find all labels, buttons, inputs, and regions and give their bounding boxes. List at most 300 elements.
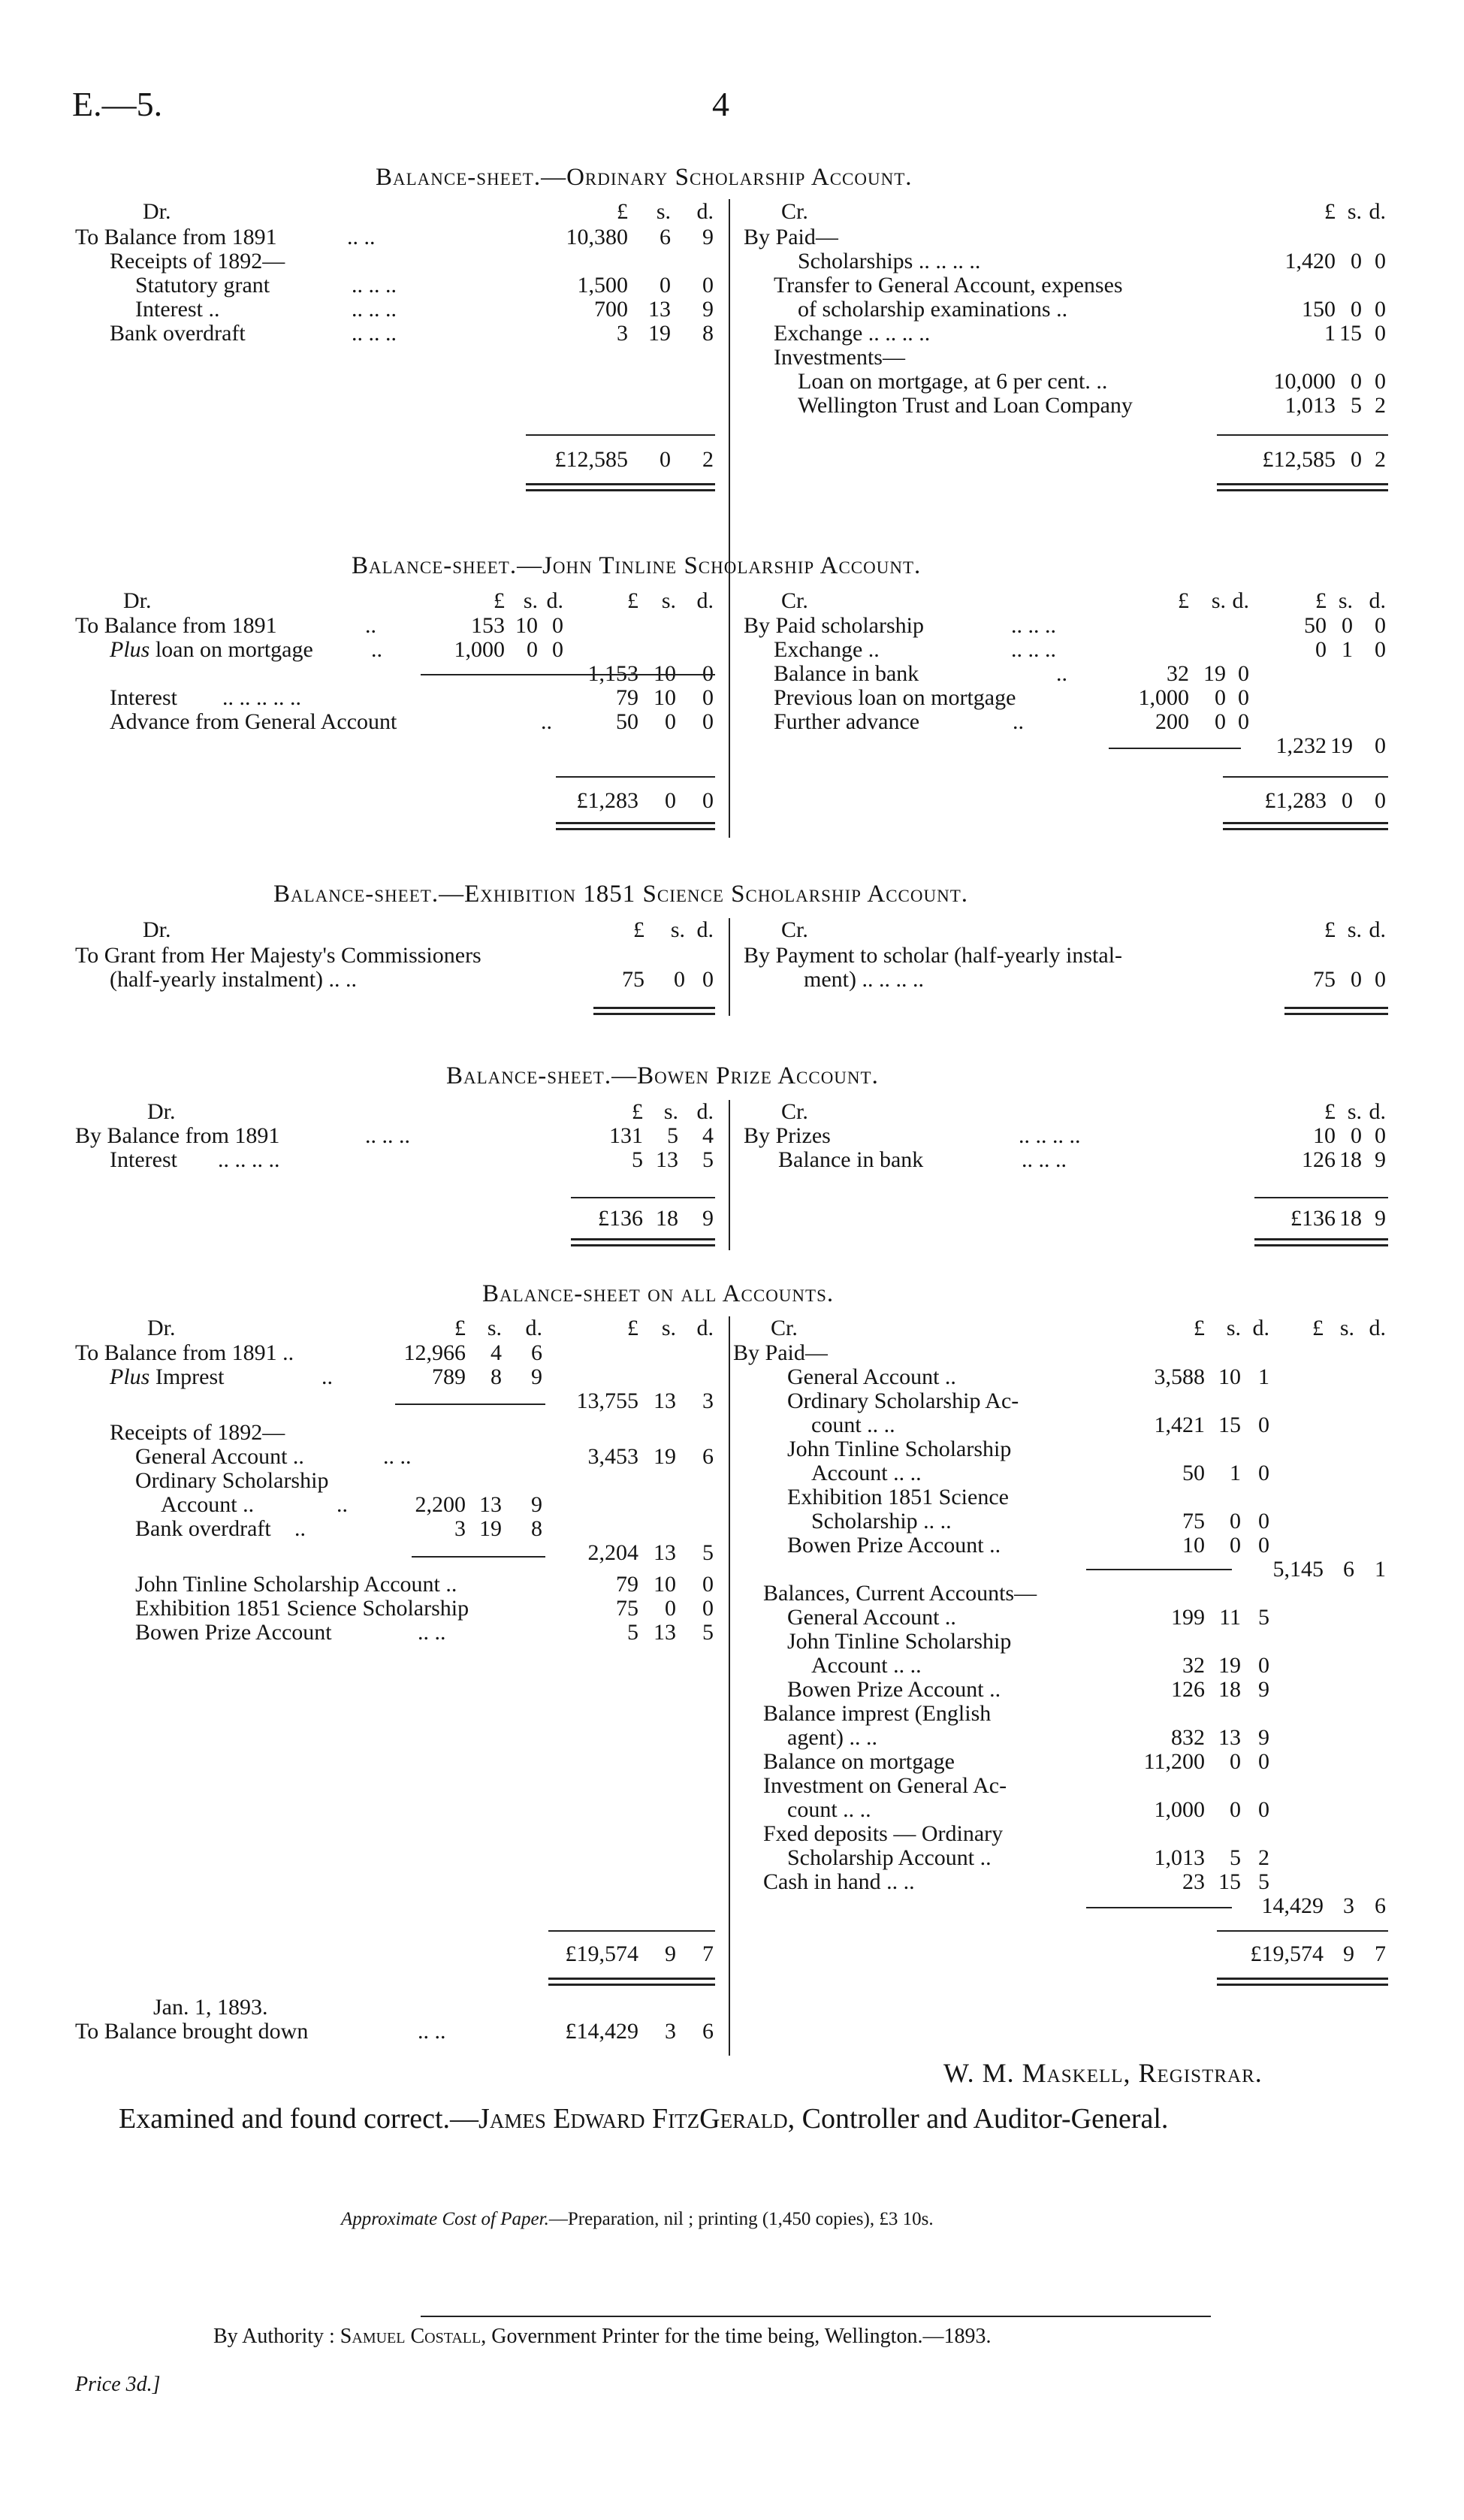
sub-amount-pounds: 3,588	[1154, 1364, 1205, 1389]
leader-dots: .. .. ..	[1011, 637, 1056, 662]
amount-pence: 3	[702, 1388, 714, 1413]
total-pence: 2	[1375, 447, 1386, 472]
total-pence: 9	[702, 1206, 714, 1231]
authority-suffix: , Government Printer for the time being, Wellington.—1893.	[481, 2325, 992, 2348]
sub-amount-shillings: 10	[515, 613, 538, 638]
italic-word: Plus	[110, 637, 150, 662]
amount-pence: 6	[702, 1444, 714, 1469]
line-label: Exhibition 1851 Science Scholarship	[135, 1596, 469, 1621]
sub-amount-pence: 0	[1238, 685, 1249, 710]
line-label: Balance on mortgage	[763, 1749, 955, 1774]
leader-dots: .. .. ..	[352, 297, 397, 322]
sub-amount-pounds: 153	[471, 613, 505, 638]
line-label: General Account ..	[135, 1444, 304, 1469]
amount-pounds: 14,429	[1261, 1893, 1324, 1918]
line-label: Account .. ..	[811, 1461, 922, 1485]
cr-label: Cr.	[771, 1316, 798, 1340]
line-label	[110, 1365, 224, 1389]
amount-pounds: 1	[1324, 321, 1336, 346]
total-double-rule	[548, 1978, 715, 1986]
amount-pence: 0	[1375, 1123, 1386, 1148]
sub-amount-pounds: 199	[1171, 1605, 1205, 1630]
amount-pence: 5	[702, 1147, 714, 1172]
page-number: 4	[712, 85, 729, 123]
col-head-pence: d.	[696, 588, 714, 613]
col-head-pounds: £	[1312, 1316, 1324, 1340]
amount-shillings: 0	[1342, 613, 1353, 638]
col-head-pence: d.	[1369, 1316, 1386, 1340]
sub-amount-pence: 0	[1258, 1509, 1269, 1533]
line-label: John Tinline Scholarship Account ..	[135, 1572, 457, 1597]
price-note: Price 3d.]	[75, 2373, 161, 2396]
line-label: Transfer to General Account, expenses	[774, 273, 1123, 298]
sub-amount-pence: 0	[1258, 1461, 1269, 1485]
line-label: Account ..	[161, 1492, 255, 1517]
leader-dots: .. .. ..	[1022, 1147, 1067, 1172]
amount-shillings: 13	[654, 1540, 676, 1565]
amount-pence: 0	[702, 1572, 714, 1597]
total-pounds: £136	[598, 1206, 643, 1231]
col-head-pounds: £	[627, 588, 638, 613]
amount-shillings: 10	[654, 1572, 676, 1597]
line-label: Statutory grant	[135, 273, 270, 298]
leader-dots: .. .. ..	[365, 1123, 410, 1148]
amount-pence: 0	[702, 709, 714, 734]
sub-amount-pounds: 789	[432, 1364, 466, 1389]
total-pence: 0	[1375, 788, 1386, 813]
total-shillings: 9	[665, 1941, 676, 1966]
amount-shillings: 0	[1351, 1123, 1362, 1148]
sub-amount-pence: 0	[1258, 1413, 1269, 1437]
sub-amount-pounds: 126	[1171, 1677, 1205, 1702]
amount-shillings: 0	[1351, 967, 1362, 992]
line-text: Imprest	[149, 1364, 225, 1389]
amount-pounds: 150	[1302, 297, 1336, 322]
leader-dots: .. ..	[418, 2019, 446, 2044]
sub-amount-shillings: 11	[1219, 1605, 1241, 1630]
line-label: of scholarship examinations ..	[798, 297, 1068, 322]
col-head-pounds: £	[1315, 588, 1327, 613]
sub-amount-pounds: 75	[1182, 1509, 1205, 1533]
amount-shillings: 13	[656, 1147, 678, 1172]
amount-shillings: 0	[1351, 369, 1362, 394]
total-pounds: £12,585	[554, 447, 628, 472]
total-double-rule	[526, 483, 715, 491]
line-label: Interest	[110, 1147, 177, 1172]
amount-pence: 0	[1375, 637, 1386, 662]
sub-amount-shillings: 18	[1218, 1677, 1241, 1702]
sub-amount-shillings: 15	[1218, 1869, 1241, 1894]
amount-pounds: 1,153	[587, 661, 638, 686]
total-double-rule	[1217, 1978, 1388, 1986]
amount-pounds: 10,000	[1273, 369, 1336, 394]
col-head-pounds: £	[633, 917, 644, 942]
col-head-pence: d.	[1369, 199, 1386, 224]
page-ref: E.—5.	[72, 85, 163, 123]
sub-amount-pounds: 1,013	[1154, 1845, 1205, 1870]
sub-amount-shillings: 1	[1230, 1461, 1241, 1485]
amount-pounds: 5,145	[1272, 1557, 1324, 1582]
line-label: Bank overdraft	[110, 321, 246, 346]
sub-amount-pence: 0	[1238, 709, 1249, 734]
amount-shillings: 0	[1351, 297, 1362, 322]
brought-down-shillings: 3	[665, 2019, 676, 2044]
line-label: Exchange ..	[774, 637, 880, 662]
cr-label: Cr.	[781, 199, 808, 224]
line-label: Balance in bank	[774, 661, 919, 686]
amount-pounds: 10,380	[566, 225, 628, 249]
amount-shillings: 1	[1342, 637, 1353, 662]
sub-amount-shillings: 0	[527, 637, 538, 662]
total-pence: 2	[702, 447, 714, 472]
amount-pence: 0	[1375, 321, 1386, 346]
sub-amount-pounds: 11,200	[1143, 1749, 1205, 1774]
line-label: By Paid—	[733, 1340, 828, 1365]
sub-amount-shillings: 0	[1230, 1797, 1241, 1822]
rule	[571, 1197, 715, 1198]
tinline-title: Balance-sheet.—John Tinline Scholarship Account.	[352, 552, 922, 579]
sub-amount-pence: 0	[1258, 1797, 1269, 1822]
amount-shillings: 0	[665, 709, 676, 734]
rule	[1223, 776, 1388, 778]
col-head-shillings: s.	[487, 1316, 502, 1340]
amount-pounds: 700	[594, 297, 628, 322]
line-label: Balance in bank	[778, 1147, 924, 1172]
col-head-pence: d.	[696, 199, 714, 224]
col-head-pence: d.	[1232, 588, 1249, 613]
col-head-pounds: £	[1324, 917, 1336, 942]
line-label: By Prizes	[744, 1123, 831, 1148]
sub-amount-pence: 2	[1258, 1845, 1269, 1870]
col-head-pounds: £	[454, 1316, 466, 1340]
line-label: To Balance from 1891	[75, 613, 277, 638]
sub-amount-pounds: 23	[1182, 1869, 1205, 1894]
amount-shillings: 13	[654, 1388, 676, 1413]
amount-pounds: 1,013	[1284, 393, 1336, 418]
line-label: General Account ..	[787, 1364, 956, 1389]
cost-note	[341, 2209, 934, 2230]
sub-amount-pence: 5	[1258, 1869, 1269, 1894]
column-divider	[729, 589, 730, 837]
amount-pounds: 79	[616, 685, 638, 710]
sub-amount-pounds: 50	[1182, 1461, 1205, 1485]
total-shillings: 18	[656, 1206, 678, 1231]
total-shillings: 18	[1339, 1206, 1362, 1231]
total-shillings: 9	[1343, 1941, 1354, 1966]
col-head-pence: d.	[696, 1099, 714, 1124]
line-label: By Balance from 1891	[75, 1123, 280, 1148]
right-line: By Payment to scholar (half-yearly instal-	[744, 943, 1123, 968]
line-label: Bank overdraft	[135, 1516, 271, 1541]
amount-pounds: 0	[1315, 637, 1327, 662]
col-head-pounds: £	[1194, 1316, 1205, 1340]
examined-suffix: , Controller and Auditor-General.	[787, 2103, 1169, 2135]
total-pounds: £12,585	[1262, 447, 1336, 472]
col-head-pence: d.	[696, 917, 714, 942]
sub-amount-shillings: 13	[479, 1492, 502, 1517]
col-head-pounds: £	[494, 588, 505, 613]
line-text: loan on mortgage	[149, 637, 313, 662]
bowen-title: Balance-sheet.—Bowen Prize Account.	[446, 1062, 879, 1089]
line-label: Bowen Prize Account	[135, 1620, 332, 1645]
col-head-pence: d.	[1369, 588, 1386, 613]
right-line: ment) .. .. .. ..	[804, 967, 924, 992]
amount-shillings: 18	[1339, 1147, 1362, 1172]
sub-amount-pence: 9	[531, 1492, 542, 1517]
sub-amount-pence: 0	[552, 637, 563, 662]
line-label: Fxed deposits — Ordinary	[763, 1821, 1004, 1846]
total-double-rule	[1284, 1007, 1388, 1015]
sub-amount-shillings: 19	[479, 1516, 502, 1541]
sub-amount-shillings: 13	[1218, 1725, 1241, 1750]
sub-amount-pence: 0	[1258, 1653, 1269, 1678]
total-double-rule	[571, 1238, 715, 1246]
line-label: Investments—	[774, 345, 905, 370]
cr-label: Cr.	[781, 917, 808, 942]
subtotal-rule	[412, 1556, 545, 1558]
line-label: Scholarship Account ..	[787, 1845, 992, 1870]
col-head-shillings: s.	[663, 1099, 678, 1124]
leader-dots: ..	[321, 1364, 333, 1389]
brought-down-pounds: £14,429	[565, 2019, 638, 2044]
sub-amount-shillings: 19	[1203, 661, 1226, 686]
total-pounds: £136	[1290, 1206, 1336, 1231]
col-head-shillings: s.	[661, 1316, 676, 1340]
line-label	[110, 638, 313, 662]
amount-shillings: 13	[648, 297, 671, 322]
leader-dots: .. .. ..	[1011, 613, 1056, 638]
total-double-rule	[1223, 822, 1388, 830]
sub-amount-pounds: 32	[1182, 1653, 1205, 1678]
brought-down-pence: 6	[702, 2019, 714, 2044]
amount-pence: 0	[702, 1596, 714, 1621]
col-head-pounds: £	[1324, 199, 1336, 224]
amount-pounds: 75	[1313, 967, 1336, 992]
leader-dots: .. .. .. ..	[218, 1147, 280, 1172]
left-line: (half-yearly instalment) .. ..	[110, 967, 358, 992]
amount-pounds: 126	[1302, 1147, 1336, 1172]
amount-pence: 0	[702, 273, 714, 298]
total-double-rule	[1217, 483, 1388, 491]
leader-dots: ..	[541, 709, 552, 734]
amount-shillings: 3	[1343, 1893, 1354, 1918]
col-head-pence: d.	[1369, 917, 1386, 942]
sub-amount-pounds: 2,200	[415, 1492, 466, 1517]
line-label: Further advance	[774, 709, 920, 734]
amount-shillings: 0	[665, 1596, 676, 1621]
line-label: Scholarship .. ..	[811, 1509, 952, 1533]
amount-pounds: 131	[609, 1123, 643, 1148]
rule	[548, 1930, 715, 1932]
amount-shillings: 13	[654, 1620, 676, 1645]
col-head-shillings: s.	[670, 917, 685, 942]
line-label: Account .. ..	[811, 1653, 922, 1678]
line-label: John Tinline Scholarship	[787, 1437, 1012, 1461]
amount-pence: 0	[702, 967, 714, 992]
line-label: Previous loan on mortgage	[774, 685, 1016, 710]
sub-amount-shillings: 0	[1215, 685, 1226, 710]
brought-down-label: To Balance brought down	[75, 2019, 309, 2044]
line-label: Balance imprest (English	[763, 1701, 992, 1726]
amount-pence: 0	[1375, 297, 1386, 322]
amount-pence: 4	[702, 1123, 714, 1148]
exhibition-title: Balance-sheet.—Exhibition 1851 Science Scholarship Account.	[273, 881, 969, 908]
total-shillings: 0	[660, 447, 671, 472]
leader-dots: ..	[1013, 709, 1024, 734]
amount-pence: 0	[702, 685, 714, 710]
leader-dots: ..	[371, 637, 382, 662]
total-pounds: £1,283	[1264, 788, 1327, 813]
total-double-rule	[1254, 1238, 1388, 1246]
sub-amount-pounds: 1,000	[454, 637, 505, 662]
authority-prefix: By Authority :	[213, 2325, 340, 2348]
col-head-shillings: s.	[1347, 1099, 1362, 1124]
sub-amount-shillings: 10	[1218, 1364, 1241, 1389]
rule	[1254, 1197, 1388, 1198]
dr-label: Dr.	[143, 917, 171, 942]
amount-pounds: 50	[616, 709, 638, 734]
amount-shillings: 15	[1339, 321, 1362, 346]
line-label: Exchange .. .. .. ..	[774, 321, 931, 346]
sub-amount-pounds: 10	[1182, 1533, 1205, 1558]
rule	[526, 434, 715, 436]
line-label: General Account ..	[787, 1605, 956, 1630]
total-shillings: 0	[665, 788, 676, 813]
amount-pounds: 10	[1313, 1123, 1336, 1148]
amount-pence: 9	[702, 225, 714, 249]
col-head-shillings: s.	[1339, 1316, 1354, 1340]
cr-label: Cr.	[781, 1099, 808, 1124]
total-double-rule	[556, 822, 715, 830]
leader-dots: ..	[294, 1516, 306, 1541]
amount-pounds: 5	[627, 1620, 638, 1645]
col-head-pence: d.	[696, 1316, 714, 1340]
sub-amount-pence: 9	[1258, 1677, 1269, 1702]
total-pence: 7	[1375, 1941, 1386, 1966]
amount-shillings: 6	[1343, 1557, 1354, 1582]
left-line: To Grant from Her Majesty's Commissioners	[75, 943, 481, 968]
total-pence: 0	[702, 788, 714, 813]
amount-pounds: 1,232	[1275, 733, 1327, 758]
amount-pence: 2	[1375, 393, 1386, 418]
line-label: Ordinary Scholarship Ac-	[787, 1388, 1019, 1413]
subtotal-rule	[1086, 1569, 1232, 1570]
sub-amount-pence: 8	[531, 1516, 542, 1541]
total-shillings: 0	[1342, 788, 1353, 813]
sub-amount-pounds: 1,421	[1154, 1413, 1205, 1437]
amount-shillings: 5	[667, 1123, 678, 1148]
amount-shillings: 19	[654, 1444, 676, 1469]
line-label: Investment on General Ac-	[763, 1773, 1007, 1798]
sub-amount-shillings: 4	[491, 1340, 502, 1365]
col-head-shillings: s.	[523, 588, 538, 613]
line-label: To Balance from 1891	[75, 225, 277, 249]
amount-pounds: 5	[632, 1147, 643, 1172]
cost-label: Approximate Cost of Paper.	[341, 2209, 549, 2229]
sub-amount-pence: 0	[1258, 1749, 1269, 1774]
sub-amount-pence: 9	[1258, 1725, 1269, 1750]
amount-shillings: 0	[660, 273, 671, 298]
leader-dots: .. .. .. ..	[1019, 1123, 1081, 1148]
line-label: count .. ..	[811, 1413, 895, 1437]
col-head-shillings: s.	[661, 588, 676, 613]
ordinary-title: Balance-sheet.—Ordinary Scholarship Account.	[376, 164, 913, 191]
sub-amount-shillings: 5	[1230, 1845, 1241, 1870]
amount-shillings: 0	[674, 967, 685, 992]
line-label: Cash in hand .. ..	[763, 1869, 915, 1894]
sub-amount-pounds: 1,000	[1154, 1797, 1205, 1822]
amount-shillings: 10	[654, 685, 676, 710]
sub-amount-pounds: 200	[1155, 709, 1189, 734]
line-label: Bowen Prize Account ..	[787, 1533, 1001, 1558]
total-pounds: £19,574	[1250, 1941, 1324, 1966]
leader-dots: .. .. ..	[352, 273, 397, 298]
total-pounds: £19,574	[565, 1941, 638, 1966]
sub-amount-shillings: 0	[1230, 1509, 1241, 1533]
col-head-shillings: s.	[1347, 917, 1362, 942]
amount-pounds: 3	[617, 321, 628, 346]
col-head-pence: d.	[1369, 1099, 1386, 1124]
line-label: Interest ..	[135, 297, 220, 322]
leader-dots: .. .. ..	[352, 321, 397, 346]
col-head-shillings: s.	[1226, 1316, 1241, 1340]
subtotal-rule	[395, 1404, 545, 1405]
leader-dots: ..	[1056, 661, 1067, 686]
amount-pounds: 50	[1304, 613, 1327, 638]
date-line: Jan. 1, 1893.	[153, 1995, 268, 2020]
sub-amount-shillings: 0	[1230, 1533, 1241, 1558]
amount-pounds: 3,453	[587, 1444, 638, 1469]
col-head-pounds: £	[632, 1099, 643, 1124]
all-title: Balance-sheet on all Accounts.	[482, 1280, 835, 1307]
amount-shillings: 19	[1330, 733, 1353, 758]
sub-amount-pence: 5	[1258, 1605, 1269, 1630]
dr-label: Dr.	[143, 199, 171, 224]
sub-amount-pence: 0	[1258, 1533, 1269, 1558]
sub-amount-pounds: 32	[1167, 661, 1189, 686]
amount-pence: 5	[702, 1620, 714, 1645]
total-pounds: £1,283	[576, 788, 638, 813]
amount-pounds: 75	[616, 1596, 638, 1621]
line-label: Interest	[110, 685, 177, 710]
footer-rule	[421, 2316, 1211, 2317]
column-divider	[729, 1316, 730, 2053]
total-pence: 9	[1375, 1206, 1386, 1231]
col-head-shillings: s.	[1338, 588, 1353, 613]
examined-statement	[119, 2102, 1168, 2135]
sub-amount-pence: 0	[552, 613, 563, 638]
leader-dots: .. ..	[347, 225, 376, 249]
amount-pence: 9	[1375, 1147, 1386, 1172]
dr-label: Dr.	[147, 1099, 176, 1124]
dr-label: Dr.	[147, 1316, 176, 1340]
col-head-pence: d.	[1252, 1316, 1269, 1340]
amount-pence: 1	[1375, 1557, 1386, 1582]
line-label: agent) .. ..	[787, 1725, 877, 1750]
amount-shillings: 6	[660, 225, 671, 249]
line-label: Wellington Trust and Loan Company	[798, 393, 1133, 418]
amount-pence: 9	[702, 297, 714, 322]
sub-amount-shillings: 8	[491, 1364, 502, 1389]
auditor-name: James Edward FitzGerald	[478, 2103, 788, 2135]
line-label: Scholarships .. .. .. ..	[798, 249, 981, 273]
amount-shillings: 0	[1351, 249, 1362, 273]
column-divider	[729, 2015, 730, 2056]
subtotal-rule	[1109, 748, 1241, 749]
authority-line	[213, 2325, 991, 2349]
registrar-signature: W. M. Maskell, Registrar.	[943, 2058, 1263, 2088]
amount-shillings: 19	[648, 321, 671, 346]
